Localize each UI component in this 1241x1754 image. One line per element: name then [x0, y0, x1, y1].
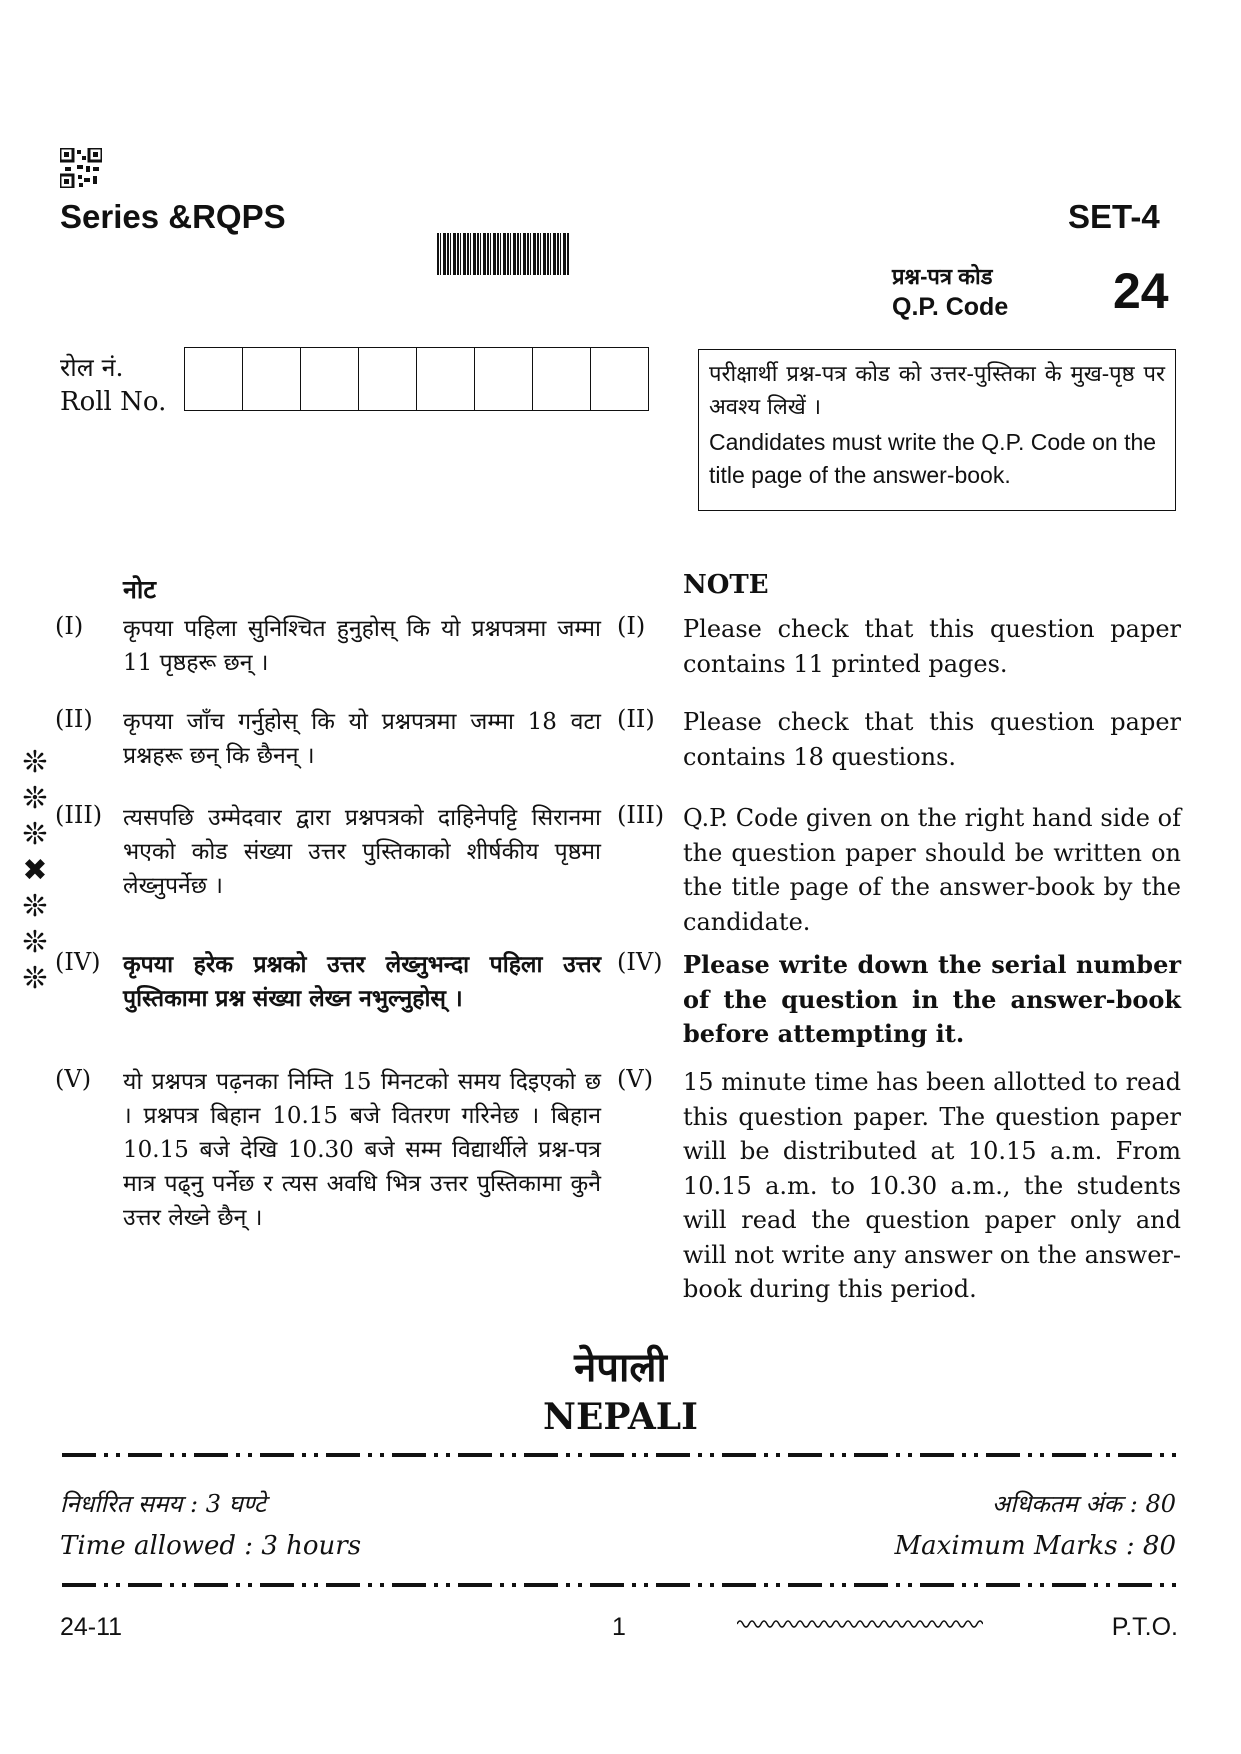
note-number-hindi: (V)	[55, 1065, 92, 1093]
notice-text: Candidates must write the Q.P. Code on the title page of the answer-book.	[709, 429, 1157, 488]
note-number: (III)	[617, 801, 665, 829]
note-number-hindi: (II)	[55, 705, 93, 733]
roll-digit-box[interactable]	[359, 348, 417, 410]
note-text: Please check that this question paper contains 18 questions.	[683, 708, 1181, 771]
roll-label: Roll No.	[60, 387, 167, 417]
time-allowed: Time allowed : 3 hours	[60, 1531, 362, 1561]
note-text: Please check that this question paper contains 11 printed pages.	[683, 615, 1181, 678]
roll-digit-box[interactable]	[475, 348, 533, 410]
roll-digit-box[interactable]	[185, 348, 243, 410]
qp-code-value: 24	[1113, 263, 1169, 319]
subject-title-hindi: नेपाली	[574, 1344, 667, 1391]
subject-title: NEPALI	[543, 1396, 698, 1438]
maximum-marks: Maximum Marks : 80	[894, 1531, 1176, 1561]
qp-code-label: Q.P. Code	[892, 293, 1009, 321]
notice-text-hindi: परीक्षार्थी प्रश्न-पत्र कोड को उत्तर-पुस्तिका के मुख-पृष्ठ पर अवश्य लिखें ।	[709, 362, 1165, 420]
roll-label-hindi: रोल नं.	[60, 353, 124, 382]
qp-code-label-hindi: प्रश्न-पत्र कोड	[892, 264, 993, 289]
note-number: (II)	[617, 705, 655, 733]
note-text: 15 minute time has been allotted to read this question paper. The question paper will be distributed at 10.15 a.m. From 10.15 a.m. to 10.30 a.m., the students will read the question paper only and will not write any answer on the answer-book during this period.	[683, 1068, 1181, 1303]
note-number-hindi: (I)	[55, 612, 84, 640]
note-number: (IV)	[617, 948, 663, 976]
note-text-hindi: कृपया पहिला सुनिश्चित हुनुहोस् कि यो प्रश्नपत्रमा जम्मा 11 पृष्ठहरू छन् ।	[123, 616, 601, 676]
dashed-divider	[62, 1453, 1176, 1457]
roll-digit-box[interactable]	[591, 348, 648, 410]
note-number-hindi: (IV)	[55, 948, 101, 976]
roll-digit-box[interactable]	[533, 348, 591, 410]
qp-code-notice-box	[698, 349, 1176, 511]
maximum-marks-hindi: अधिकतम अंक : 80	[991, 1490, 1176, 1518]
note-text: Please write down the serial number of the question in the answer-book before attempting it.	[683, 950, 1181, 1048]
please-turn-over: P.T.O.	[1111, 1613, 1178, 1641]
dashed-divider	[62, 1583, 1176, 1587]
roll-digit-box[interactable]	[243, 348, 301, 410]
footer-paper-code: 24-11	[60, 1613, 123, 1641]
note-text: Q.P. Code given on the right hand side of the question paper should be written on the title page of the answer-book by the candidate.	[683, 804, 1181, 936]
roll-number-boxes[interactable]	[184, 347, 649, 411]
roll-digit-box[interactable]	[301, 348, 359, 410]
note-heading-hindi: नोट	[123, 575, 156, 604]
set-number: SET-4	[1068, 198, 1160, 235]
barcode	[437, 233, 570, 275]
note-text-hindi: कृपया हरेक प्रश्नको उत्तर लेख्नुभन्दा पहिला उत्तर पुस्तिकामा प्रश्न संख्या लेख्न नभुल्नुहोस् ।	[123, 951, 601, 1012]
note-text-hindi: त्यसपछि उम्मेदवार द्वारा प्रश्नपत्रको दाहिनेपट्टि सिरानमा भएको कोड संख्या उत्तर पुस्तिकाको शीर्षकीय पृष्ठमा लेख्नुपर्नेछ ।	[123, 805, 601, 899]
roll-digit-box[interactable]	[417, 348, 475, 410]
note-number: (V)	[617, 1065, 654, 1093]
page-number: 1	[612, 1613, 626, 1641]
wavy-line-icon	[737, 1617, 983, 1631]
margin-marks-icon: ❊ ❊ ❊ ✖ ❊ ❊ ❊	[22, 745, 48, 996]
note-number: (I)	[617, 612, 646, 640]
note-heading: NOTE	[683, 570, 769, 600]
time-allowed-hindi: निर्धारित समय : 3 घण्टे	[60, 1490, 267, 1518]
note-text-hindi: कृपया जाँच गर्नुहोस् कि यो प्रश्नपत्रमा जम्मा 18 वटा प्रश्नहरू छन् कि छैनन् ।	[123, 709, 601, 769]
series-label: Series &RQPS	[60, 198, 286, 235]
note-text-hindi: यो प्रश्नपत्र पढ़नका निम्ति 15 मिनटको समय दिइएको छ । प्रश्नपत्र बिहान 10.15 बजे वितरण गरिनेछ । बिहान 10.15 बजे देखि 10.30 बजे सम्म विद्यार्थीले प्रश्न-पत्र मात्र पढ्नु पर्नेछ र त्यस अवधि भित्र उत्तर पुस्तिकामा कुनै उत्तर लेख्ने छैन् ।	[123, 1069, 601, 1231]
qr-code-icon	[60, 148, 102, 188]
note-number-hindi: (III)	[55, 801, 103, 829]
